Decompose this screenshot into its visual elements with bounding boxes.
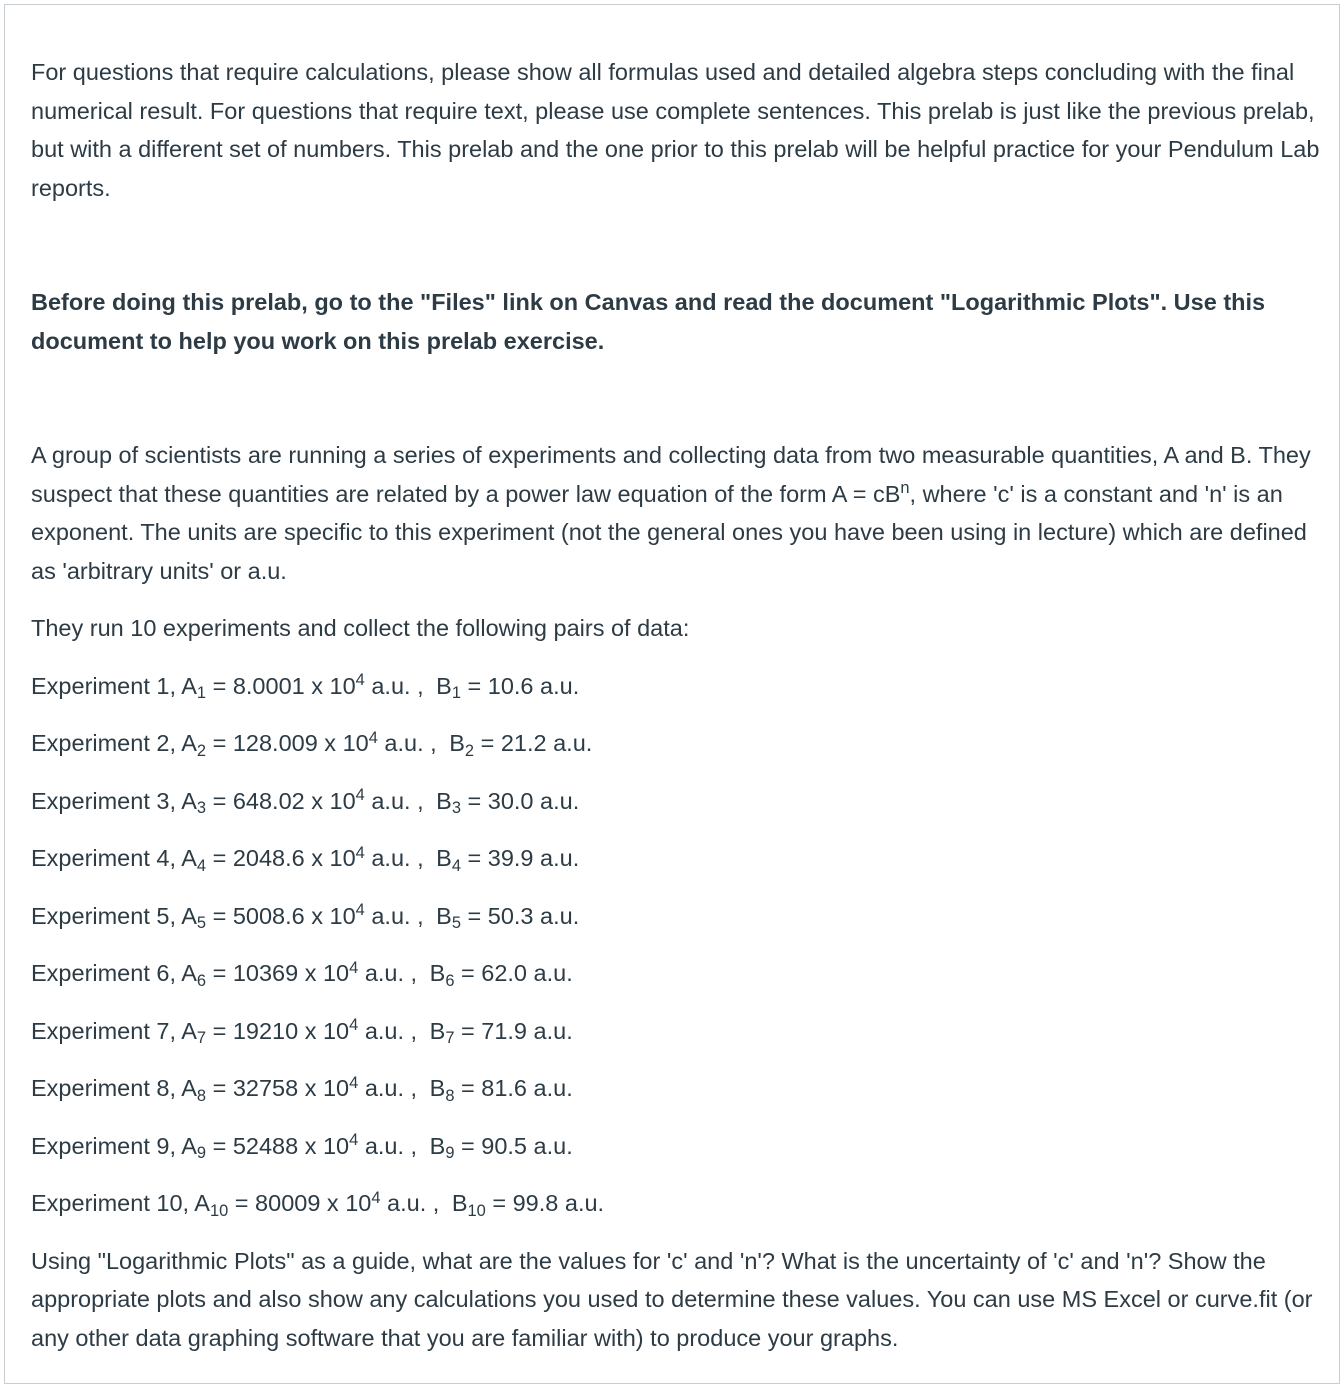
a-unit: a.u. , (364, 787, 424, 814)
b-subscript: 7 (445, 1029, 455, 1048)
a-unit: a.u. , (364, 902, 424, 929)
b-subscript: 5 (451, 914, 461, 933)
b-subscript: 8 (445, 1086, 455, 1105)
experiment-label: Experiment 7, A (31, 1017, 197, 1044)
a-unit: a.u. , (380, 1190, 440, 1216)
b-value: = 62.0 a.u. (461, 960, 573, 986)
a-value: = 648.02 x 10 (212, 787, 356, 814)
a-subscript: 3 (196, 799, 207, 818)
b-subscript: 10 (467, 1201, 486, 1220)
formula-exponent: n (900, 479, 910, 498)
b-label: B (429, 960, 446, 986)
b-subscript: 4 (451, 856, 461, 875)
a-subscript: 8 (196, 1086, 207, 1105)
question-panel (4, 4, 1340, 1384)
a-subscript: 1 (196, 684, 207, 703)
a-unit: a.u. , (358, 1075, 418, 1101)
a-subscript: 2 (196, 741, 207, 760)
a-power: 4 (355, 786, 365, 805)
b-label: B (429, 1075, 446, 1101)
experiment-label: Experiment 8, A (31, 1075, 197, 1101)
b-label: B (436, 845, 452, 871)
question-paragraph: Using "Logarithmic Plots" as a guide, what are the values for 'c' and 'n'? What is the uncertainty of 'c' and 'n'? Show the appropriate plots and also show any calculations you used to determine these values. You can use MS Excel or curve.fit (or any other data graphing software that you are familiar with) to produce your graphs. (31, 1247, 1313, 1351)
a-value: = 19210 x 10 (212, 1017, 350, 1044)
experiment-row (31, 954, 1331, 993)
a-power: 4 (349, 1073, 359, 1092)
b-value: = 39.9 a.u. (467, 845, 580, 871)
a-value: = 10369 x 10 (212, 960, 350, 986)
a-power: 4 (368, 728, 378, 747)
b-label: B (436, 902, 452, 929)
intro-paragraph: For questions that require calculations, please show all formulas used and detailed algebra steps concluding with the final numerical result. For questions that require text, please use complete sentences. This prelab is just like the previous prelab, but with a different set of numbers. This prelab and the one prior to this prelab will be helpful practice for your Pendulum Lab reports. (31, 59, 1320, 201)
a-power: 4 (355, 671, 365, 690)
b-label: B (429, 1017, 446, 1044)
b-subscript: 2 (464, 741, 475, 760)
experiment-row (31, 897, 1331, 936)
experiment-label: Experiment 6, A (31, 960, 197, 986)
a-unit: a.u. , (377, 730, 437, 756)
a-subscript: 4 (196, 856, 207, 875)
experiment-row (31, 782, 1331, 821)
a-unit: a.u. , (364, 845, 424, 871)
a-value: = 80009 x 10 (234, 1190, 372, 1216)
experiment-row (31, 667, 1331, 706)
a-power: 4 (355, 901, 365, 920)
b-subscript: 6 (445, 971, 455, 990)
a-value: = 2048.6 x 10 (212, 845, 356, 871)
b-label: B (436, 787, 452, 814)
a-unit: a.u. , (358, 1017, 418, 1044)
a-value: = 128.009 x 10 (212, 730, 369, 756)
a-value: = 8.0001 x 10 (212, 672, 356, 699)
a-power: 4 (349, 1131, 359, 1150)
description-text-end: , where 'c' is a constant and 'n' is an exponent. The units are specific to this experiment (not the general ones you have been using in lecture) which are defined as 'arbitrary units' or a.u. (31, 480, 1307, 584)
prelab-note: Before doing this prelab, go to the "Files" link on Canvas and read the document "Logarithmic Plots". Use this document to help you work on this prelab exercise. (31, 289, 1266, 354)
experiment-row (31, 1184, 1331, 1223)
a-power: 4 (349, 958, 359, 977)
a-subscript: 9 (196, 1144, 207, 1163)
experiment-label: Experiment 10, A (31, 1190, 210, 1216)
b-value: = 50.3 a.u. (467, 902, 580, 929)
a-value: = 32758 x 10 (212, 1075, 350, 1101)
experiment-row (31, 839, 1331, 878)
description-text-start: A group of scientists are running a series of experiments and collecting data from two measurable quantities, A and B. They suspect that these quantities are related by a power law equation of the form A = cB (31, 442, 1311, 507)
b-value: = 10.6 a.u. (467, 672, 580, 699)
b-value: = 71.9 a.u. (461, 1017, 573, 1044)
b-value: = 90.5 a.u. (461, 1132, 573, 1159)
experiment-label: Experiment 5, A (31, 902, 197, 929)
experiment-label: Experiment 1, A (31, 672, 197, 699)
b-label: B (449, 730, 465, 756)
experiment-row (31, 1012, 1331, 1051)
experiment-label: Experiment 2, A (31, 730, 197, 756)
b-label: B (429, 1132, 446, 1159)
a-power: 4 (355, 843, 365, 862)
experiment-row (31, 1127, 1331, 1166)
a-unit: a.u. , (358, 1132, 418, 1159)
description-paragraph (31, 436, 1331, 590)
a-subscript: 5 (196, 914, 207, 933)
question-content (31, 53, 1331, 1357)
b-value: = 21.2 a.u. (480, 730, 593, 756)
experiment-row (31, 724, 1331, 763)
a-power: 4 (349, 1016, 359, 1035)
experiment-row (31, 1069, 1331, 1108)
b-value: = 99.8 a.u. (492, 1190, 605, 1216)
b-label: B (436, 672, 452, 699)
a-subscript: 6 (196, 971, 207, 990)
data-lead-in: They run 10 experiments and collect the following pairs of data: (31, 615, 690, 641)
b-subscript: 9 (445, 1144, 455, 1163)
a-subscript: 7 (196, 1029, 207, 1048)
b-subscript: 3 (451, 799, 461, 818)
a-unit: a.u. , (358, 960, 418, 986)
b-value: = 81.6 a.u. (461, 1075, 573, 1101)
experiment-label: Experiment 9, A (31, 1132, 197, 1159)
b-label: B (451, 1190, 468, 1216)
a-value: = 52488 x 10 (212, 1132, 350, 1159)
a-unit: a.u. , (364, 672, 424, 699)
experiment-label: Experiment 3, A (31, 787, 197, 814)
a-subscript: 10 (209, 1201, 229, 1220)
b-subscript: 1 (451, 684, 461, 703)
a-power: 4 (371, 1188, 381, 1207)
b-value: = 30.0 a.u. (467, 787, 580, 814)
experiment-label: Experiment 4, A (31, 845, 197, 871)
a-value: = 5008.6 x 10 (212, 902, 356, 929)
experiment-list (31, 667, 1331, 1223)
